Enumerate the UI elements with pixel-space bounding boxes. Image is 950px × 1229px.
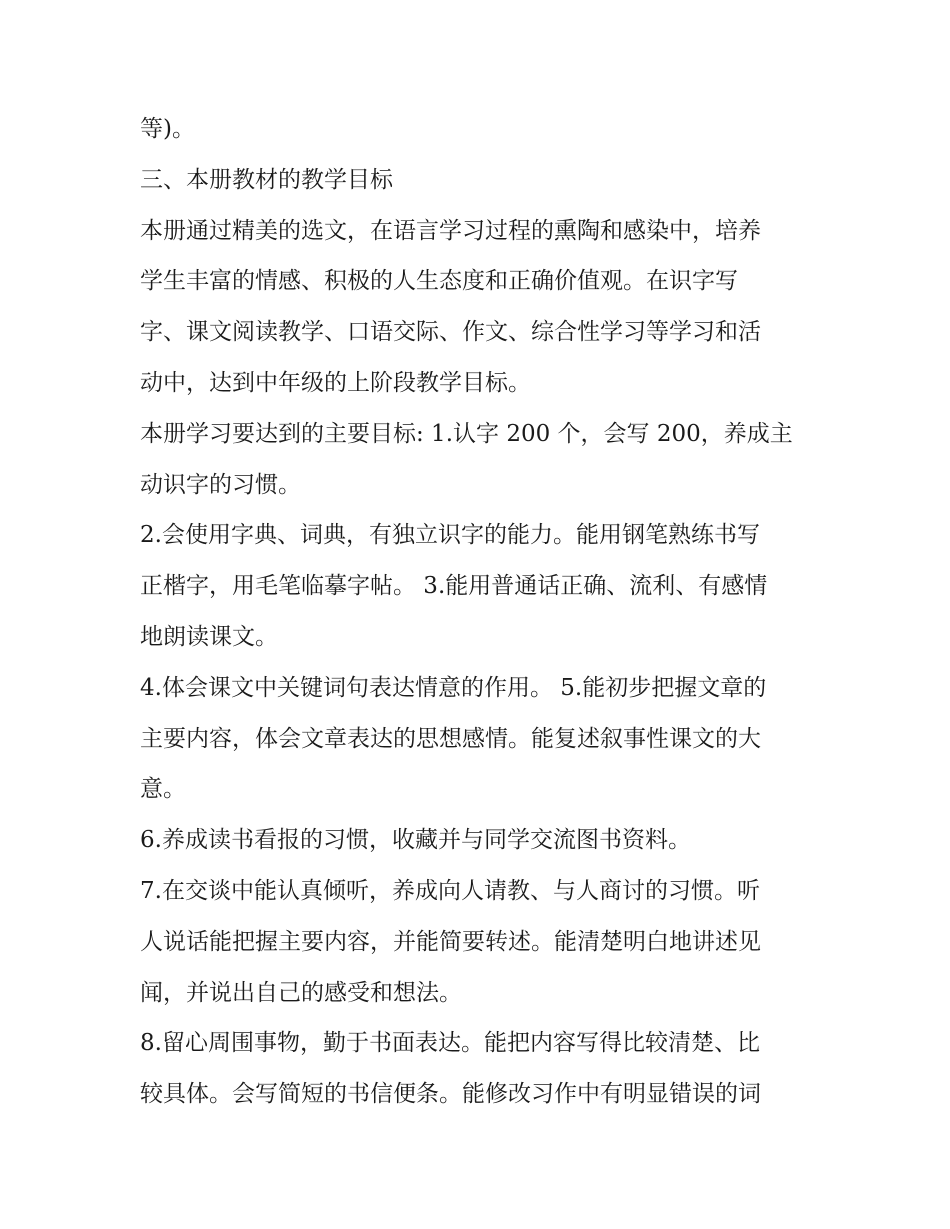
text-line: 主要内容，体会文章表达的思想感情。能复述叙事性课文的大 — [140, 725, 761, 752]
text-line: 较具体。会写简短的书信便条。能修改习作中有明显错误的词 — [140, 1081, 761, 1108]
text-line: 4.体会课文中关键词句表达情意的作用。 5.能初步把握文章的 — [140, 674, 767, 701]
text-line: 地朗读课文。 — [140, 623, 278, 650]
text-line: 7.在交谈中能认真倾听，养成向人请教、与人商讨的习惯。听 — [140, 877, 760, 904]
section-heading: 三、本册教材的教学目标 — [140, 166, 393, 193]
text-line: 学生丰富的情感、积极的人生态度和正确价值观。在识字写 — [140, 268, 738, 295]
text-line: 本册通过精美的选文，在语言学习过程的熏陶和感染中，培养 — [140, 217, 761, 244]
text-line: 意。 — [140, 776, 186, 803]
text-line: 正楷字，用毛笔临摹字帖。 3.能用普通话正确、流利、有感情 — [140, 573, 768, 600]
document-body — [140, 104, 820, 1120]
text-line: 6.养成读书看报的习惯，收藏并与同学交流图书资料。 — [140, 827, 691, 854]
text-line: 2.会使用字典、词典，有独立识字的能力。能用钢笔熟练书写 — [140, 522, 760, 549]
text-line: 8.留心周围事物，勤于书面表达。能把内容写得比较清楚、比 — [140, 1030, 760, 1057]
text-line: 本册学习要达到的主要目标: 1.认字 200 个，会写 200，养成主 — [140, 420, 793, 447]
text-line: 等)。 — [140, 116, 195, 142]
text-line: 动识字的习惯。 — [140, 471, 301, 498]
text-line: 闻，并说出自己的感受和想法。 — [140, 979, 462, 1006]
text-line: 字、课文阅读教学、口语交际、作文、综合性学习等学习和活 — [140, 319, 761, 346]
text-line: 人说话能把握主要内容，并能简要转述。能清楚明白地讲述见 — [140, 928, 761, 955]
text-line: 动中，达到中年级的上阶段教学目标。 — [140, 369, 531, 396]
